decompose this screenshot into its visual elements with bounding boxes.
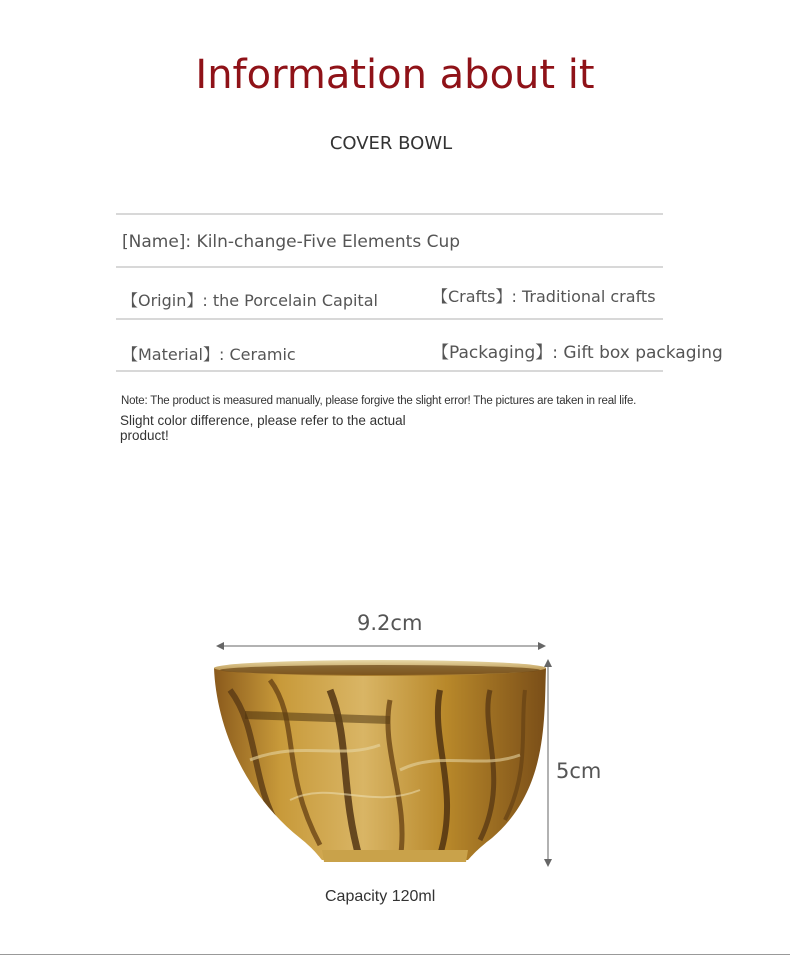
page-title: Information about it — [195, 52, 595, 98]
width-dimension-label: 9.2cm — [357, 611, 423, 635]
note-text-continued: Slight color difference, please refer to the actual product! — [120, 413, 406, 443]
page-subtitle: COVER BOWL — [329, 133, 453, 154]
spec-name: [Name]: Kiln-change-Five Elements Cup — [122, 232, 461, 252]
spec-packaging: 【Packaging】: Gift box packaging — [432, 343, 723, 363]
spec-crafts: 【Crafts】: Traditional crafts — [432, 287, 656, 306]
bottom-border — [0, 954, 790, 955]
capacity-label: Capacity 120ml — [325, 888, 436, 905]
spec-material: 【Material】: Ceramic — [122, 345, 296, 364]
height-dimension-label: 5cm — [556, 759, 602, 783]
bowl-body — [214, 660, 546, 862]
note-text: Note: The product is measured manually, please forgive the slight error! The pictures are taken in real life. — [121, 395, 637, 407]
spec-origin: 【Origin】: the Porcelain Capital — [122, 291, 378, 310]
